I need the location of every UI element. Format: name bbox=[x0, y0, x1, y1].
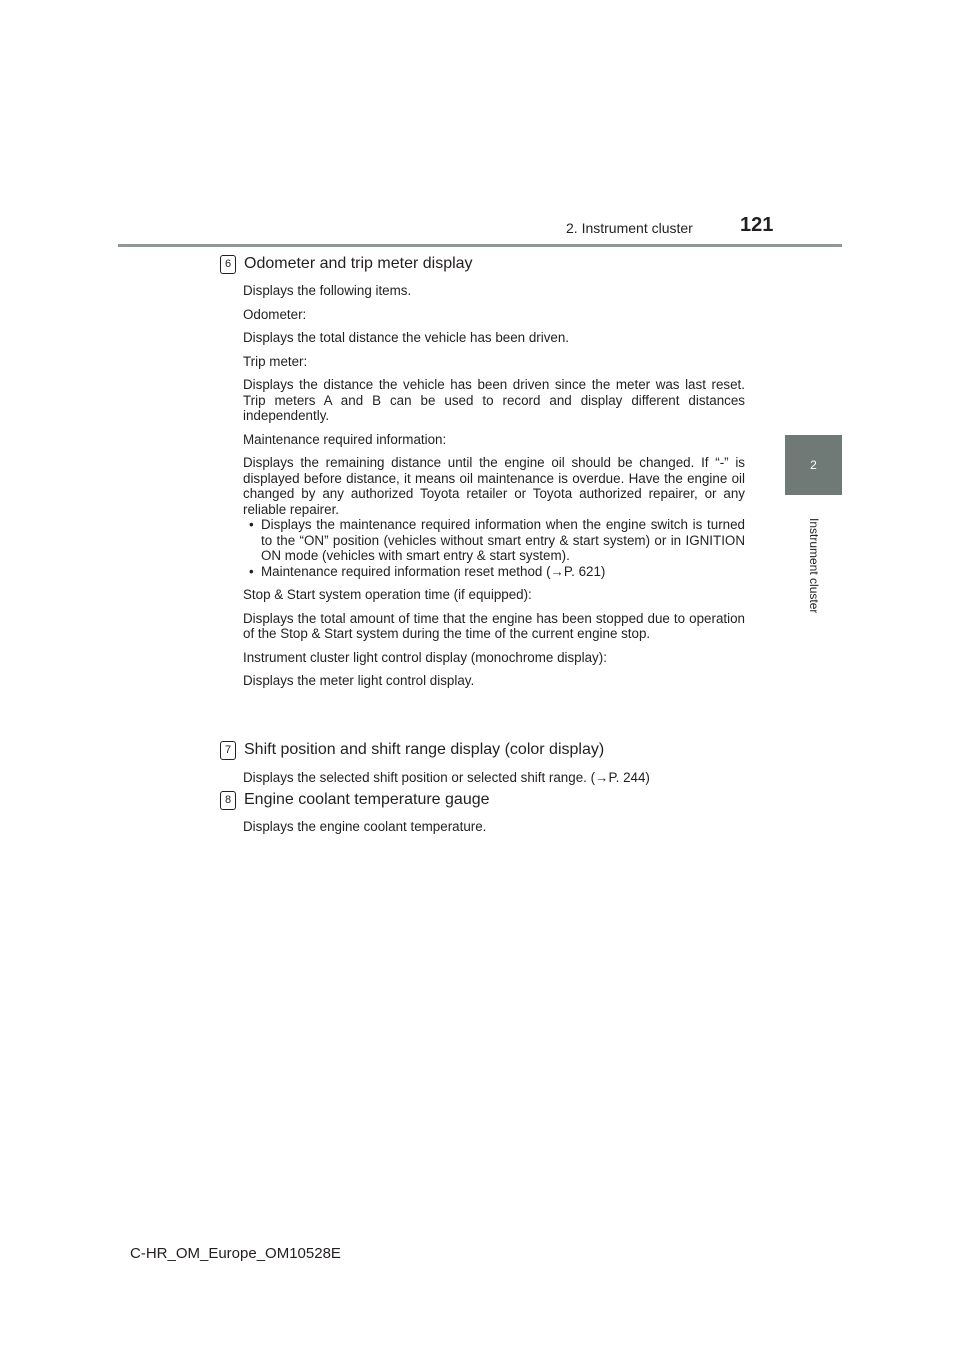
chapter-label: Instrument cluster bbox=[807, 518, 821, 614]
item-label-stop-start: Stop & Start system operation time (if equipped): bbox=[243, 587, 532, 602]
header-divider bbox=[118, 244, 842, 247]
paragraph: Displays the following items. bbox=[243, 283, 412, 298]
document-code: C-HR_OM_Europe_OM10528E bbox=[130, 1245, 341, 1262]
section-heading-6 bbox=[220, 253, 473, 275]
section-number-badge: 8 bbox=[220, 791, 236, 810]
section-title: Odometer and trip meter display bbox=[244, 255, 473, 272]
section-body-8 bbox=[243, 819, 745, 835]
bullet-dot: • bbox=[249, 517, 254, 532]
item-label-light-control: Instrument cluster light control display (monochrome display): bbox=[243, 649, 607, 665]
paragraph: Displays the engine coolant temperature. bbox=[243, 819, 487, 834]
bullet-item bbox=[243, 564, 745, 580]
section-heading-8 bbox=[220, 789, 490, 811]
bullet-text: Displays the maintenance required information when the engine switch is turned to the “ON” position (vehicles without smart entry & start system) or in IGNITION ON mode (vehicles with smart entry & start system). bbox=[261, 517, 745, 563]
section-number-badge: 7 bbox=[220, 741, 236, 760]
bullet-dot: • bbox=[249, 563, 254, 579]
chapter-tab bbox=[785, 435, 842, 495]
section-number-badge: 6 bbox=[220, 255, 236, 274]
section-body-6 bbox=[243, 283, 745, 689]
paragraph: Displays the total distance the vehicle has been driven. bbox=[243, 330, 570, 345]
item-label-trip-meter: Trip meter: bbox=[243, 353, 308, 369]
item-label-odometer: Odometer: bbox=[243, 306, 307, 322]
section-title: Engine coolant temperature gauge bbox=[244, 791, 490, 808]
paragraph: Displays the remaining distance until the engine oil should be changed. If “-” is displayed before distance, it means oil maintenance is overdue. Have the engine oil changed by any authorized Toyota retailer or Toyota authorized repairer, or any reliable repairer. bbox=[243, 455, 745, 517]
chapter-side-label bbox=[790, 508, 838, 624]
page-number: 121 bbox=[740, 214, 774, 236]
paragraph: Displays the selected shift position or selected shift range. (→P. 244) bbox=[243, 770, 650, 785]
chapter-number: 2 bbox=[810, 458, 817, 472]
section-title: Shift position and shift range display (color display) bbox=[244, 741, 605, 758]
paragraph: Displays the distance the vehicle has been driven since the meter was last reset. Trip meters A and B can be used to record and display different distances independently. bbox=[243, 377, 745, 423]
section-body-7 bbox=[243, 770, 745, 786]
bullet-text: Maintenance required information reset method (→P. 621) bbox=[261, 563, 606, 579]
paragraph: Displays the total amount of time that the engine has been stopped due to operation of the Stop & Start system during the time of the current engine stop. bbox=[243, 610, 745, 641]
paragraph: Displays the meter light control display. bbox=[243, 673, 475, 688]
header-section-title: 2. Instrument cluster bbox=[566, 220, 693, 236]
section-heading-7 bbox=[220, 739, 604, 761]
bullet-item bbox=[243, 517, 745, 564]
item-label-maintenance: Maintenance required information: bbox=[243, 431, 447, 447]
